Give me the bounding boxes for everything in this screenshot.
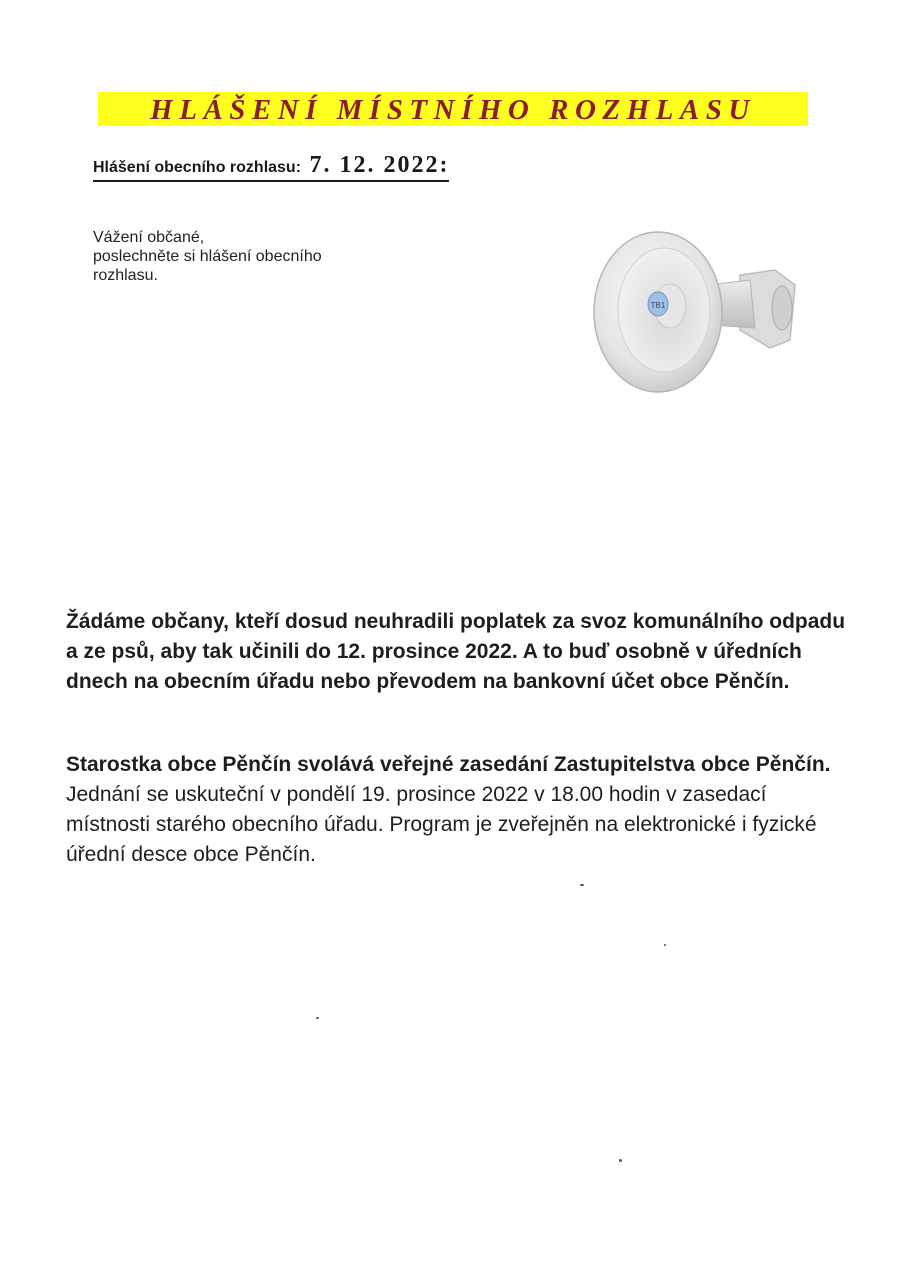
speaker-label: TB1 [650, 301, 666, 310]
loudspeaker-icon [590, 220, 810, 395]
scan-speck [664, 944, 666, 946]
date-label: Hlášení obecního rozhlasu: [93, 159, 302, 176]
greeting-line-1: Vážení občané, [93, 229, 205, 246]
date-value: 7. 12. 2022: [309, 152, 450, 178]
council-meeting-details: Jednání se uskuteční v pondělí 19. prosince 2022 v 18.00 hodin v zasedací místnosti starého obecního úřadu. Program je zveřejněn na elektronické i fyzické úřední desce obce Pěnčín. [66, 783, 817, 866]
title-banner [98, 92, 808, 126]
banner-title: HLÁŠENÍ MÍSTNÍHO ROZHLASU [150, 94, 756, 126]
greeting-line-3: rozhlasu. [93, 267, 158, 284]
greeting-line-2: poslechněte si hlášení obecního [93, 248, 322, 265]
scan-speck [619, 1159, 622, 1162]
scan-speck [316, 1017, 319, 1019]
announcement-council-meeting [66, 750, 856, 870]
announcement-waste-fee: Žádáme občany, kteří dosud neuhradili poplatek za svoz komunálního odpadu a ze psů, aby tak učinili do 12. prosince 2022. A to buď osobně v úředních dnech na obecním úřadu nebo převodem na bankovní účet obce Pěnčín. [66, 610, 846, 693]
announcement-date-line [93, 152, 449, 182]
scan-speck [580, 884, 584, 886]
greeting [93, 228, 413, 285]
council-meeting-heading: Starostka obce Pěnčín svolává veřejné zasedání Zastupitelstva obce Pěnčín. [66, 753, 831, 776]
